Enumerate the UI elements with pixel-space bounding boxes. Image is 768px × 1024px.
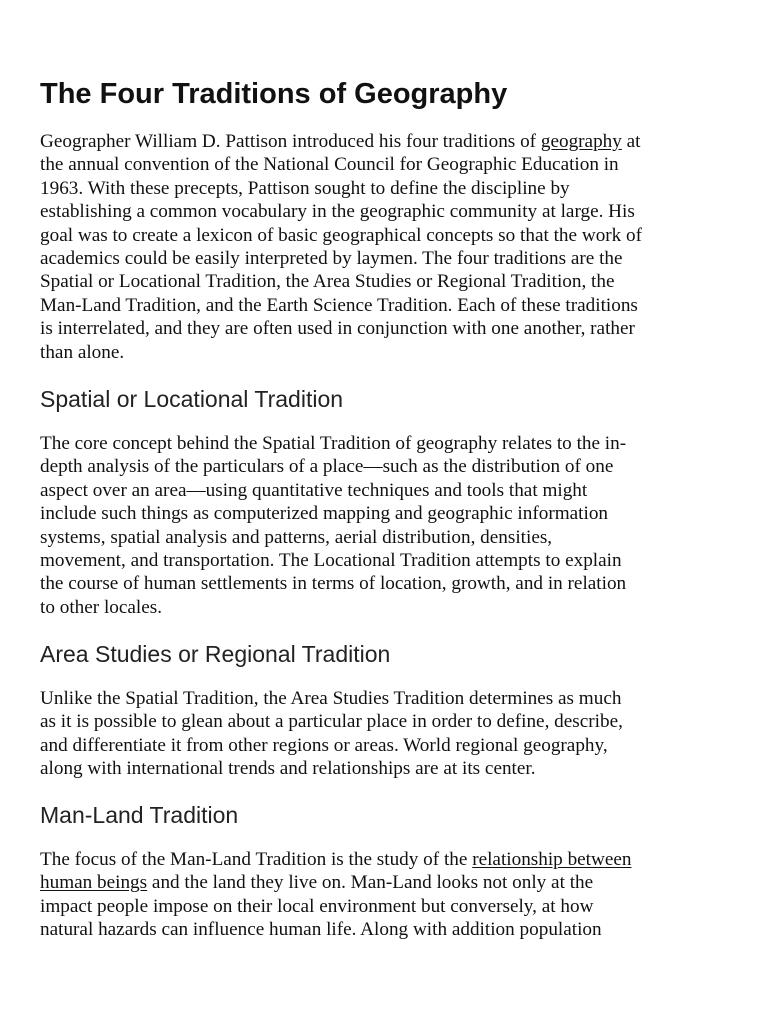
section-heading-spatial: Spatial or Locational Tradition: [40, 386, 344, 412]
man-land-paragraph: [40, 848, 740, 942]
intro-line: 1963. With these precepts, Pattison sought to define the discipline by: [40, 177, 570, 199]
spatial-line: include such things as computerized mapping and geographic information: [40, 503, 609, 525]
area-studies-line: and differentiate it from other regions or areas. World regional geography,: [40, 734, 608, 756]
intro-line: is interrelated, and they are often used in conjunction with one another, rather: [40, 318, 635, 340]
area-studies-paragraph: [40, 687, 740, 781]
spatial-line: aspect over an area—using quantitative techniques and tools that might: [40, 479, 588, 501]
section-heading-area-studies: Area Studies or Regional Tradition: [40, 641, 391, 667]
spatial-paragraph: [40, 432, 740, 619]
man-land-line: impact people impose on their local environment but conversely, at how: [40, 895, 594, 917]
intro-line: Man-Land Tradition, and the Earth Science Tradition. Each of these traditions: [40, 294, 638, 316]
page-title: The Four Traditions of Geography: [40, 78, 508, 110]
spatial-line: systems, spatial analysis and patterns, aerial distribution, densities,: [40, 526, 553, 548]
spatial-line: to other locales.: [40, 596, 163, 618]
intro-line: Geographer William D. Pattison introduced his four traditions of geography at: [40, 131, 641, 152]
section-heading-man-land: Man-Land Tradition: [40, 802, 239, 828]
spatial-line: depth analysis of the particulars of a place—such as the distribution of one: [40, 456, 614, 478]
intro-line: Spatial or Locational Tradition, the Area Studies or Regional Tradition, the: [40, 271, 615, 293]
man-land-line: natural hazards can influence human life. Along with addition population: [40, 919, 602, 941]
man-land-line: human beings and the land they live on. Man-Land looks not only at the: [40, 872, 594, 894]
relationship-between-link[interactable]: relationship between: [472, 849, 632, 870]
spatial-line: The core concept behind the Spatial Tradition of geography relates to the in-: [40, 433, 627, 454]
area-studies-line: as it is possible to glean about a particular place in order to define, describe,: [40, 711, 623, 733]
spatial-line: the course of human settlements in terms of location, growth, and in relation: [40, 573, 627, 595]
intro-line: than alone.: [40, 341, 125, 363]
intro-line: the annual convention of the National Council for Geographic Education in: [40, 154, 619, 176]
area-studies-line: along with international trends and relationships are at its center.: [40, 758, 536, 780]
intro-line: academics could be easily interpreted by laymen. The four traditions are the: [40, 248, 623, 270]
man-land-line: The focus of the Man-Land Tradition is the study of the relationship between: [40, 849, 632, 870]
spatial-line: movement, and transportation. The Locational Tradition attempts to explain: [40, 550, 622, 572]
area-studies-line: Unlike the Spatial Tradition, the Area Studies Tradition determines as much: [40, 688, 622, 709]
intro-paragraph: [40, 130, 740, 364]
intro-line: establishing a common vocabulary in the geographic community at large. His: [40, 201, 635, 223]
geography-link[interactable]: geography: [540, 131, 622, 152]
human-beings-link[interactable]: human beings: [40, 872, 148, 894]
intro-line: goal was to create a lexicon of basic geographical concepts so that the work of: [40, 224, 643, 246]
